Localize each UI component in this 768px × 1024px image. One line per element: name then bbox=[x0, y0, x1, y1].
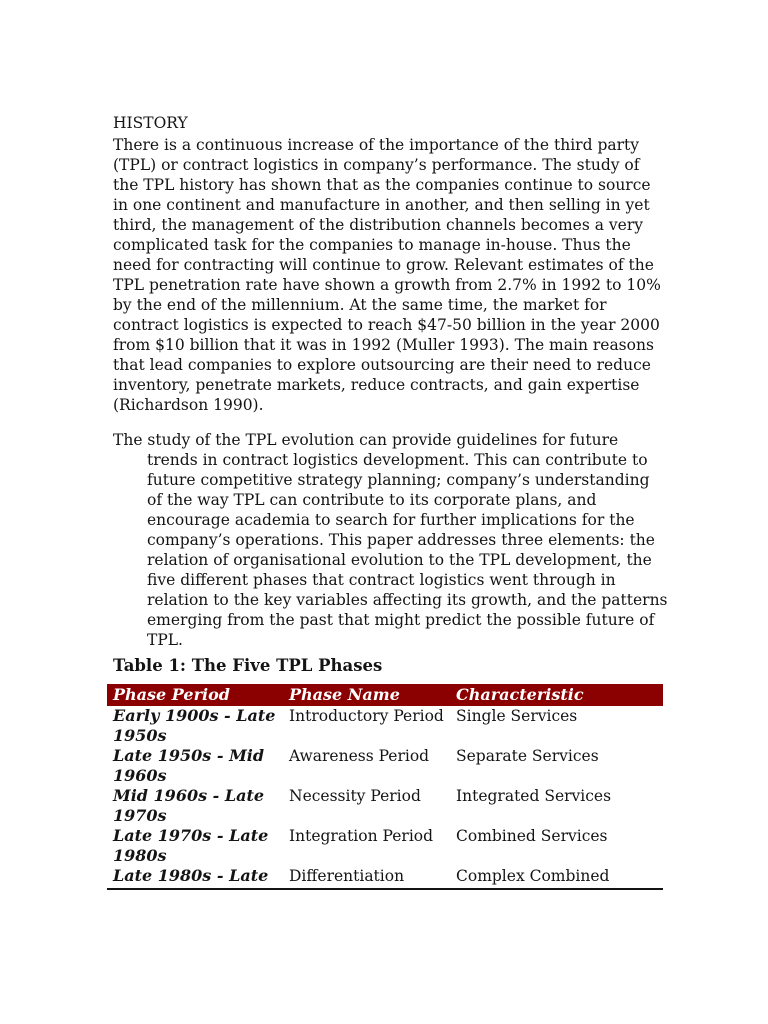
characteristic-cell: Combined Services bbox=[456, 827, 608, 845]
paragraph-line: relation of organisational evolution to the TPL development, the bbox=[147, 551, 652, 569]
paragraph-line: encourage academia to search for further implications for the bbox=[147, 511, 635, 529]
paragraph-line: that lead companies to explore outsourcing are their need to reduce bbox=[113, 356, 651, 374]
paragraph-line: from $10 billion that it was in 1992 (Muller 1993). The main reasons bbox=[113, 336, 654, 354]
paragraph-line: complicated task for the companies to manage in-house. Thus the bbox=[113, 236, 631, 254]
phase-period-cell: Mid 1960s - Late 1970s bbox=[113, 786, 265, 825]
paragraph-line: company’s operations. This paper addresses three elements: the bbox=[147, 531, 655, 549]
phase-period-cell: Late 1950s - Mid 1960s bbox=[113, 746, 265, 785]
paragraph-line: relation to the key variables affecting its growth, and the patterns bbox=[147, 591, 668, 609]
characteristic-cell: Complex Combined bbox=[450, 866, 663, 889]
paragraph-line: TPL penetration rate have shown a growth from 2.7% in 1992 to 10% bbox=[113, 276, 661, 294]
history-paragraph bbox=[113, 135, 673, 415]
characteristic-cell: Integrated Services bbox=[456, 787, 612, 805]
phase-name-cell: Necessity Period bbox=[289, 787, 421, 805]
section-heading: HISTORY bbox=[113, 114, 188, 132]
paragraph-line: of the way TPL can contribute to its corporate plans, and bbox=[147, 491, 597, 509]
characteristic-cell: Separate Services bbox=[456, 747, 599, 765]
column-header-characteristic: Characteristic bbox=[450, 684, 663, 706]
paragraph-line: future competitive strategy planning; company’s understanding bbox=[147, 471, 650, 489]
paragraph-line: five different phases that contract logistics went through in bbox=[147, 571, 616, 589]
paragraph-line: The study of the TPL evolution can provide guidelines for future bbox=[113, 431, 619, 449]
paragraph-line: (Richardson 1990). bbox=[113, 396, 264, 414]
table-row bbox=[107, 866, 663, 889]
table-row bbox=[107, 706, 663, 746]
phase-name-cell: Integration Period bbox=[289, 827, 434, 845]
phase-period-cell: Late 1980s - Late bbox=[107, 866, 283, 889]
table-row bbox=[107, 786, 663, 826]
column-header-phase-name: Phase Name bbox=[283, 684, 450, 706]
evolution-paragraph bbox=[113, 430, 673, 650]
paragraph-line: third, the management of the distribution channels becomes a very bbox=[113, 216, 644, 234]
paragraph-line: the TPL history has shown that as the companies continue to source bbox=[113, 176, 651, 194]
column-header-phase-period: Phase Period bbox=[107, 684, 283, 706]
paragraph-line: (TPL) or contract logistics in company’s performance. The study of bbox=[113, 156, 640, 174]
characteristic-cell: Single Services bbox=[456, 707, 578, 725]
paragraph-line: trends in contract logistics development. This can contribute to bbox=[147, 451, 648, 469]
paragraph-line: There is a continuous increase of the importance of the third party bbox=[113, 136, 640, 154]
paragraph-line: by the end of the millennium. At the same time, the market for bbox=[113, 296, 607, 314]
paragraph-line: TPL. bbox=[147, 631, 183, 649]
phase-name-cell: Differentiation bbox=[283, 866, 450, 889]
paragraph-line: contract logistics is expected to reach $47-50 billion in the year 2000 bbox=[113, 316, 660, 334]
phase-name-cell: Introductory Period bbox=[289, 707, 444, 725]
table-row bbox=[107, 826, 663, 866]
paragraph-line: inventory, penetrate markets, reduce contracts, and gain expertise bbox=[113, 376, 640, 394]
table-caption: Table 1: The Five TPL Phases bbox=[113, 656, 383, 675]
tpl-phases-table bbox=[107, 684, 663, 890]
table-row bbox=[107, 746, 663, 786]
phase-period-cell: Late 1970s - Late 1980s bbox=[113, 826, 269, 865]
table-header-row bbox=[107, 684, 663, 706]
phase-period-cell: Early 1900s - Late 1950s bbox=[113, 706, 276, 745]
paragraph-line: need for contracting will continue to grow. Relevant estimates of the bbox=[113, 256, 654, 274]
paragraph-line: emerging from the past that might predict the possible future of bbox=[147, 611, 655, 629]
paragraph-line: in one continent and manufacture in another, and then selling in yet bbox=[113, 196, 650, 214]
phase-name-cell: Awareness Period bbox=[289, 747, 430, 765]
